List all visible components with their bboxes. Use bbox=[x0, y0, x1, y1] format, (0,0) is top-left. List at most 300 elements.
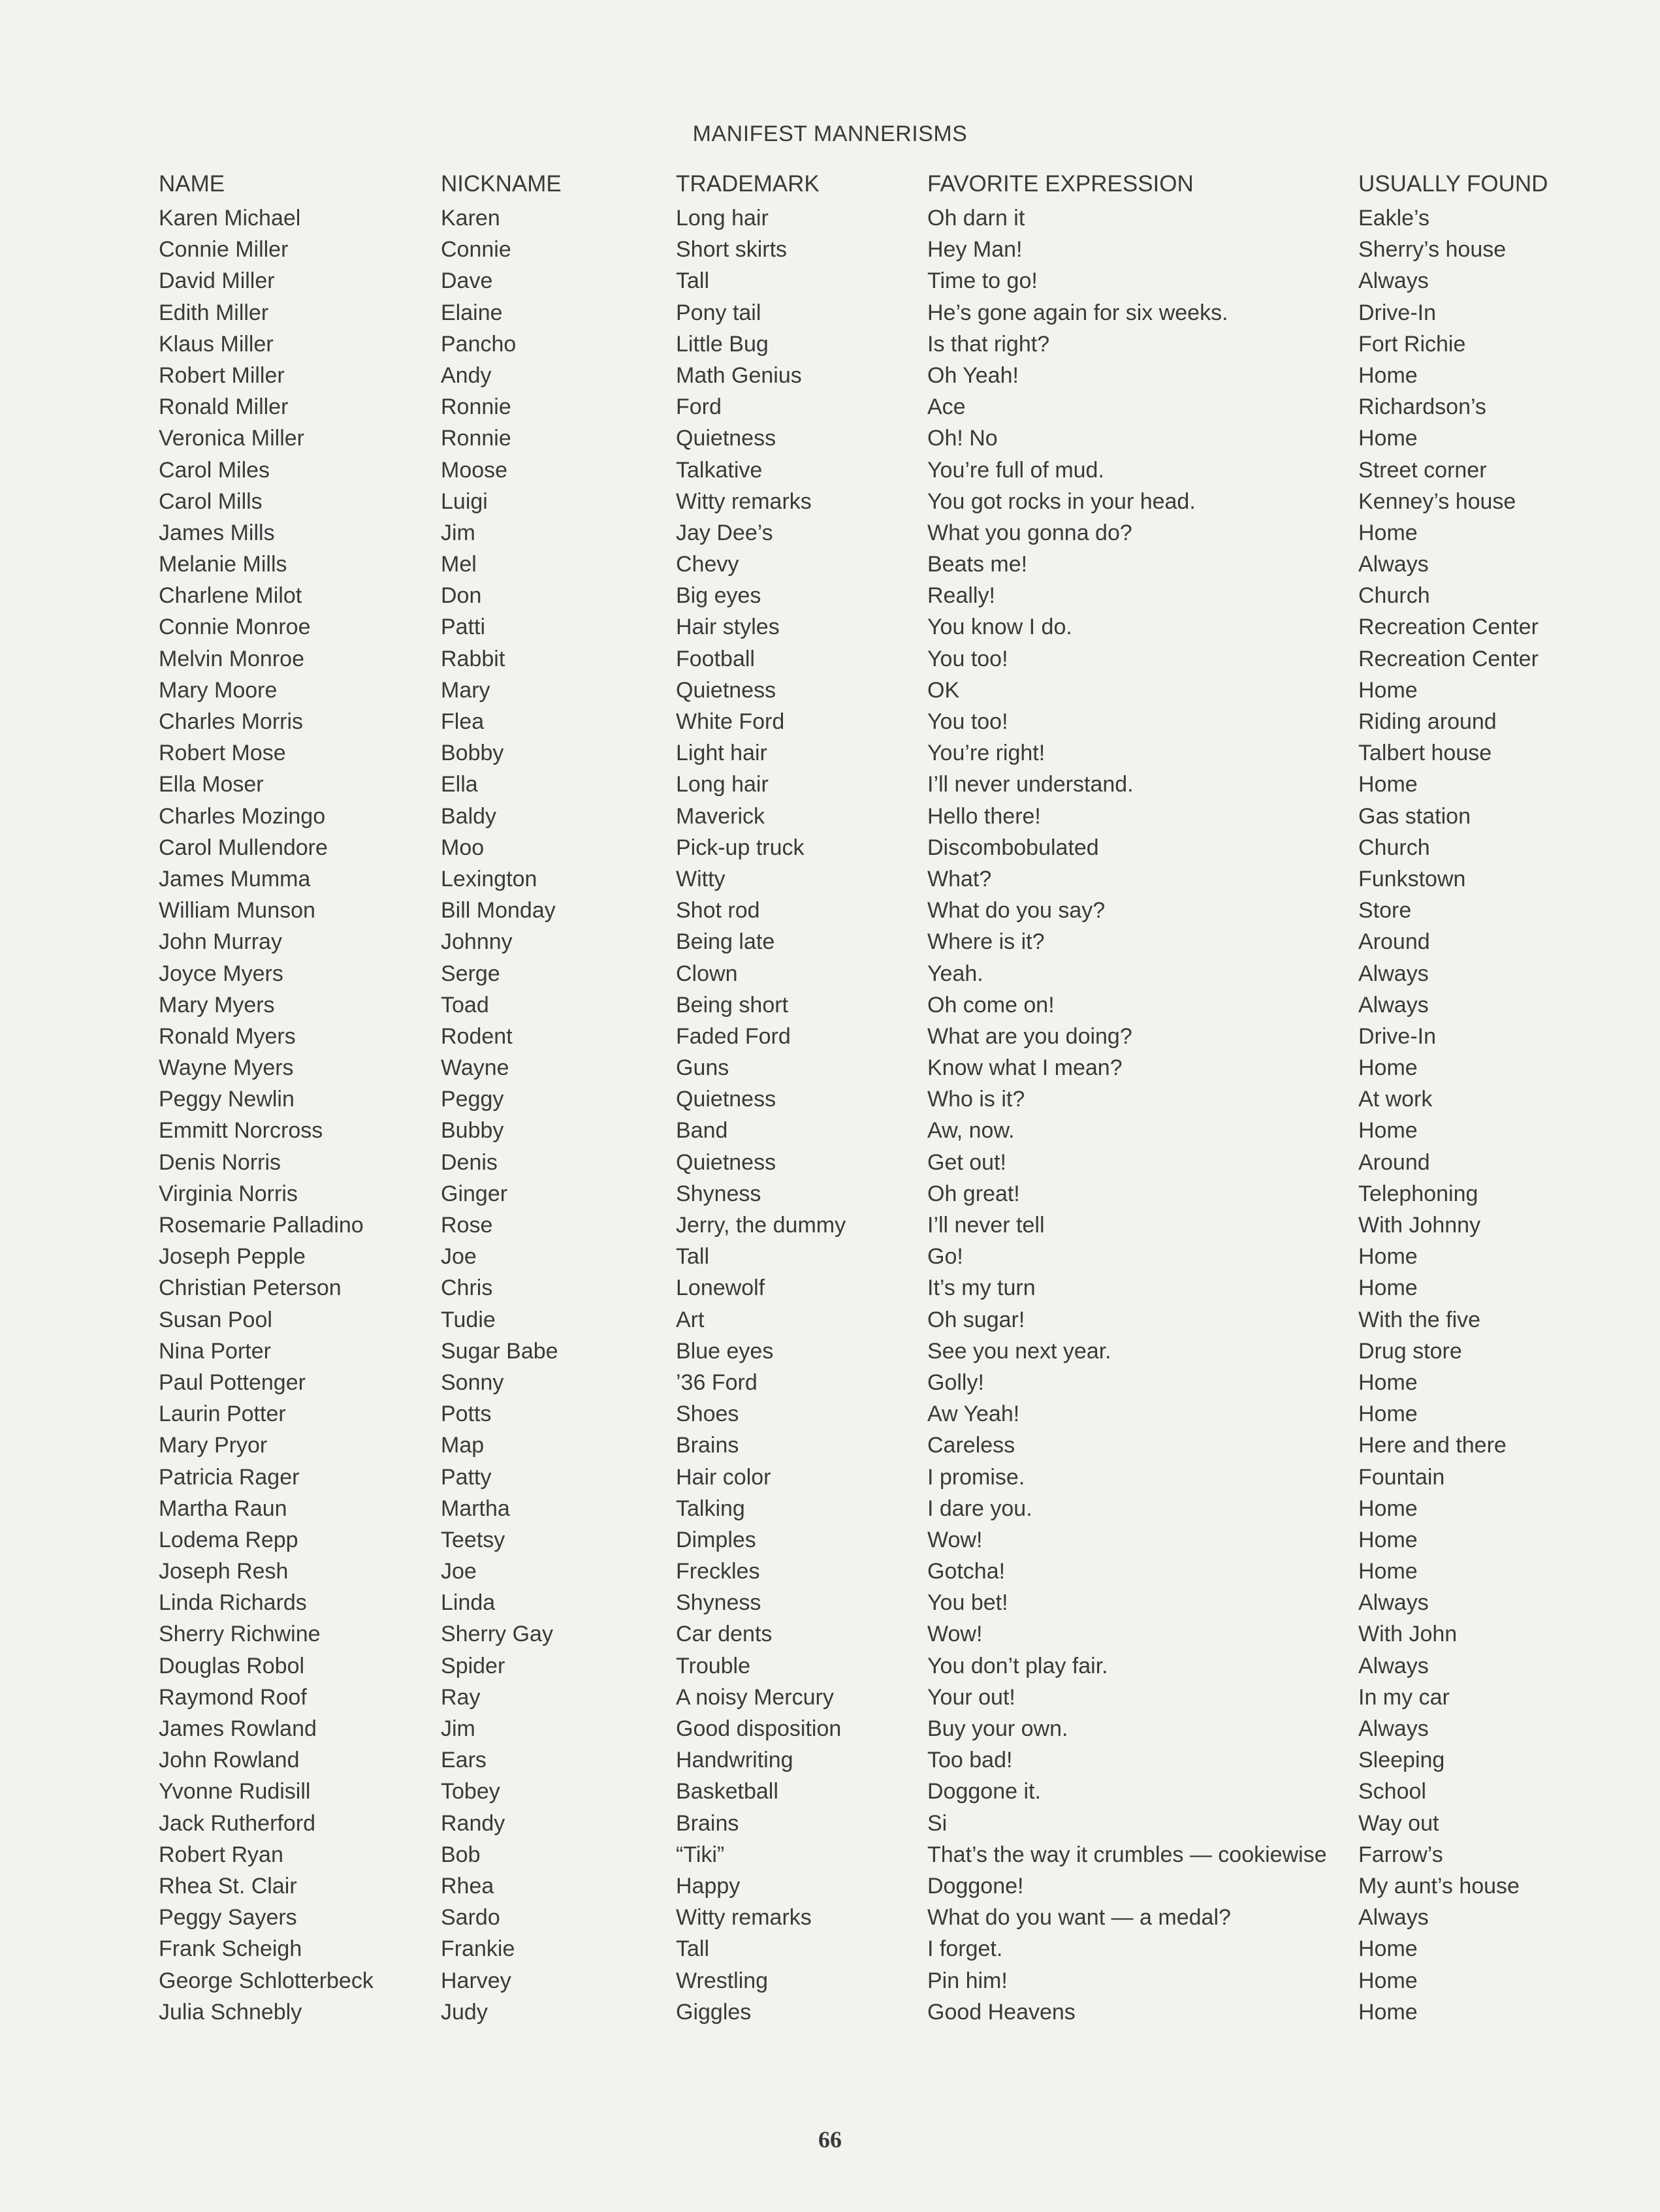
trademark-cell: Shot rod bbox=[676, 898, 760, 923]
trademark-cell: Hair styles bbox=[676, 615, 780, 640]
trademark-cell: Quietness bbox=[676, 677, 776, 703]
nickname-cell: Bob bbox=[441, 1842, 481, 1867]
favorite-expression-cell: Beats me! bbox=[927, 552, 1028, 577]
name-cell: Karen Michael bbox=[159, 206, 301, 231]
trademark-cell: Long hair bbox=[676, 206, 769, 231]
usually-found-cell: Store bbox=[1358, 898, 1412, 923]
favorite-expression-cell: Oh great! bbox=[927, 1181, 1020, 1206]
favorite-expression-cell: OK bbox=[927, 677, 960, 703]
name-cell: Robert Ryan bbox=[159, 1842, 283, 1867]
usually-found-cell: Home bbox=[1358, 677, 1418, 703]
trademark-cell: Big eyes bbox=[676, 583, 761, 609]
trademark-cell: Handwriting bbox=[676, 1748, 793, 1773]
name-cell: Connie Monroe bbox=[159, 615, 311, 640]
name-cell: William Munson bbox=[159, 898, 315, 923]
favorite-expression-cell: What do you say? bbox=[927, 898, 1106, 923]
nickname-cell: Patty bbox=[441, 1464, 492, 1490]
nickname-cell: Ronnie bbox=[441, 394, 511, 420]
favorite-expression-cell: What? bbox=[927, 866, 992, 891]
favorite-expression-cell: You don’t play fair. bbox=[927, 1653, 1108, 1678]
trademark-cell: Pick-up truck bbox=[676, 835, 805, 860]
usually-found-cell: Home bbox=[1358, 772, 1418, 797]
name-cell: Rosemarie Palladino bbox=[159, 1213, 364, 1238]
trademark-cell: Band bbox=[676, 1118, 728, 1144]
trademark-cell: Pony tail bbox=[676, 300, 761, 325]
name-cell: James Rowland bbox=[159, 1716, 317, 1741]
trademark-cell: Art bbox=[676, 1307, 705, 1332]
favorite-expression-cell: See you next year. bbox=[927, 1338, 1111, 1364]
name-column bbox=[159, 202, 374, 2028]
nickname-cell: Flea bbox=[441, 709, 485, 734]
name-cell: Ronald Miller bbox=[159, 394, 289, 420]
name-cell: Douglas Robol bbox=[159, 1653, 305, 1678]
name-cell: Joseph Resh bbox=[159, 1559, 289, 1584]
nickname-cell: Mary bbox=[441, 677, 490, 703]
favorite-expression-cell: Oh come on! bbox=[927, 992, 1055, 1018]
nickname-cell: Tobey bbox=[441, 1779, 500, 1804]
favorite-expression-cell: Really! bbox=[927, 583, 995, 609]
trademark-cell: Wrestling bbox=[676, 1968, 769, 1993]
trademark-cell: Quietness bbox=[676, 1149, 776, 1175]
name-cell: Yvonne Rudisill bbox=[159, 1779, 311, 1804]
trademark-cell: Freckles bbox=[676, 1559, 760, 1584]
favorite-expression-cell: That’s the way it crumbles — cookiewise bbox=[927, 1842, 1327, 1867]
header-favorite-expression: FAVORITE EXPRESSION bbox=[927, 171, 1194, 197]
trademark-cell: Shyness bbox=[676, 1590, 761, 1616]
favorite-expression-cell: Si bbox=[927, 1810, 948, 1836]
usually-found-cell: My aunt’s house bbox=[1358, 1873, 1520, 1899]
trademark-cell: Little Bug bbox=[676, 331, 769, 357]
favorite-expression-cell: Time to go! bbox=[927, 268, 1038, 294]
nickname-cell: Serge bbox=[441, 961, 500, 986]
name-cell: Linda Richards bbox=[159, 1590, 307, 1616]
name-cell: Carol Miles bbox=[159, 457, 270, 483]
usually-found-cell: Home bbox=[1358, 1275, 1418, 1301]
trademark-cell: Math Genius bbox=[676, 362, 802, 388]
nickname-cell: Rodent bbox=[441, 1023, 513, 1049]
favorite-expression-cell: Gotcha! bbox=[927, 1559, 1006, 1584]
usually-found-cell: Church bbox=[1358, 583, 1430, 609]
usually-found-cell: Always bbox=[1358, 992, 1429, 1018]
favorite-expression-cell: You got rocks in your head. bbox=[927, 489, 1196, 514]
trademark-cell: A noisy Mercury bbox=[676, 1684, 834, 1710]
nickname-cell: Sonny bbox=[441, 1370, 504, 1395]
usually-found-cell: Church bbox=[1358, 835, 1430, 860]
usually-found-cell: Home bbox=[1358, 1370, 1418, 1395]
usually-found-cell: Always bbox=[1358, 552, 1429, 577]
usually-found-cell: Sleeping bbox=[1358, 1748, 1445, 1773]
favorite-expression-cell: You’re full of mud. bbox=[927, 457, 1104, 483]
trademark-cell: Ford bbox=[676, 394, 722, 420]
trademark-cell: Happy bbox=[676, 1873, 741, 1899]
nickname-cell: Linda bbox=[441, 1590, 496, 1616]
name-cell: Jack Rutherford bbox=[159, 1810, 315, 1836]
trademark-cell: Short skirts bbox=[676, 237, 788, 263]
favorite-expression-cell: Too bad! bbox=[927, 1748, 1013, 1773]
trademark-cell: “Tiki” bbox=[676, 1842, 725, 1867]
usually-found-cell: Home bbox=[1358, 1402, 1418, 1427]
favorite-expression-cell: Who is it? bbox=[927, 1087, 1025, 1112]
favorite-expression-cell: You know I do. bbox=[927, 615, 1072, 640]
usually-found-cell: Farrow’s bbox=[1358, 1842, 1443, 1867]
favorite-expression-cell: Pin him! bbox=[927, 1968, 1008, 1993]
name-cell: John Rowland bbox=[159, 1748, 300, 1773]
usually-found-cell: Always bbox=[1358, 1653, 1429, 1678]
usually-found-cell: With the five bbox=[1358, 1307, 1481, 1332]
favorite-expression-cell: Get out! bbox=[927, 1149, 1006, 1175]
usually-found-cell: Home bbox=[1358, 1527, 1418, 1552]
name-cell: Nina Porter bbox=[159, 1338, 271, 1364]
name-cell: Charlene Milot bbox=[159, 583, 302, 609]
favorite-expression-cell: Hello there! bbox=[927, 803, 1041, 829]
favorite-expression-cell: You’re right! bbox=[927, 741, 1045, 766]
name-cell: Rhea St. Clair bbox=[159, 1873, 297, 1899]
favorite-expression-cell: Hey Man! bbox=[927, 237, 1023, 263]
usually-found-cell: At work bbox=[1358, 1087, 1433, 1112]
usually-found-cell: Home bbox=[1358, 362, 1418, 388]
usually-found-cell: In my car bbox=[1358, 1684, 1450, 1710]
nickname-cell: Chris bbox=[441, 1275, 493, 1301]
favorite-expression-cell: Go! bbox=[927, 1244, 963, 1270]
name-cell: Joyce Myers bbox=[159, 961, 283, 986]
usually-found-cell: Way out bbox=[1358, 1810, 1439, 1836]
trademark-cell: Blue eyes bbox=[676, 1338, 774, 1364]
favorite-expression-cell: What you gonna do? bbox=[927, 520, 1132, 545]
trademark-cell: Giggles bbox=[676, 1999, 752, 2025]
favorite-expression-cell: I promise. bbox=[927, 1464, 1025, 1490]
nickname-cell: Rose bbox=[441, 1213, 493, 1238]
trademark-cell: Talkative bbox=[676, 457, 763, 483]
name-cell: Edith Miller bbox=[159, 300, 269, 325]
favorite-expression-cell: Buy your own. bbox=[927, 1716, 1068, 1741]
name-cell: James Mumma bbox=[159, 866, 311, 891]
usually-found-column bbox=[1358, 202, 1539, 2028]
favorite-expression-cell: You too! bbox=[927, 709, 1008, 734]
usually-found-cell: Eakle’s bbox=[1358, 206, 1429, 231]
page-title: MANIFEST MANNERISMS bbox=[692, 121, 968, 146]
trademark-cell: White Ford bbox=[676, 709, 785, 734]
name-cell: Denis Norris bbox=[159, 1149, 281, 1175]
name-cell: Ronald Myers bbox=[159, 1023, 296, 1049]
trademark-cell: Quietness bbox=[676, 1087, 776, 1112]
name-cell: John Murray bbox=[159, 929, 282, 955]
usually-found-cell: Home bbox=[1358, 1968, 1418, 1993]
nickname-cell: Moose bbox=[441, 457, 508, 483]
nickname-cell: Judy bbox=[441, 1999, 488, 2025]
name-cell: Raymond Roof bbox=[159, 1684, 307, 1710]
trademark-cell: Guns bbox=[676, 1055, 729, 1081]
favorite-expression-cell: Wow! bbox=[927, 1527, 983, 1552]
usually-found-cell: Home bbox=[1358, 1055, 1418, 1081]
name-cell: Melvin Monroe bbox=[159, 646, 304, 671]
name-cell: Charles Morris bbox=[159, 709, 304, 734]
favorite-expression-cell: Know what I mean? bbox=[927, 1055, 1123, 1081]
usually-found-cell: With Johnny bbox=[1358, 1213, 1481, 1238]
trademark-cell: Shoes bbox=[676, 1402, 739, 1427]
favorite-expression-cell: I’ll never understand. bbox=[927, 772, 1134, 797]
trademark-cell: Maverick bbox=[676, 803, 765, 829]
favorite-expression-cell: Is that right? bbox=[927, 331, 1050, 357]
name-cell: Carol Mills bbox=[159, 489, 263, 514]
nickname-cell: Johnny bbox=[441, 929, 513, 955]
nickname-cell: Rabbit bbox=[441, 646, 505, 671]
nickname-cell: Ears bbox=[441, 1748, 487, 1773]
nickname-cell: Randy bbox=[441, 1810, 505, 1836]
nickname-cell: Bill Monday bbox=[441, 898, 556, 923]
usually-found-cell: Riding around bbox=[1358, 709, 1497, 734]
nickname-cell: Joe bbox=[441, 1559, 477, 1584]
name-cell: Laurin Potter bbox=[159, 1402, 286, 1427]
nickname-cell: Karen bbox=[441, 206, 500, 231]
trademark-cell: Dimples bbox=[676, 1527, 756, 1552]
name-cell: Mary Pryor bbox=[159, 1433, 268, 1458]
favorite-expression-cell: What are you doing? bbox=[927, 1023, 1132, 1049]
usually-found-cell: Sherry’s house bbox=[1358, 237, 1507, 263]
nickname-cell: Sherry Gay bbox=[441, 1622, 553, 1647]
usually-found-cell: Around bbox=[1358, 1149, 1430, 1175]
trademark-cell: Tall bbox=[676, 268, 710, 294]
nickname-cell: Ray bbox=[441, 1684, 481, 1710]
usually-found-cell: Always bbox=[1358, 268, 1429, 294]
trademark-cell: Trouble bbox=[676, 1653, 751, 1678]
name-cell: David Miller bbox=[159, 268, 275, 294]
name-cell: Robert Mose bbox=[159, 741, 286, 766]
name-cell: Lodema Repp bbox=[159, 1527, 298, 1552]
nickname-cell: Dave bbox=[441, 268, 493, 294]
name-cell: Frank Scheigh bbox=[159, 1936, 302, 1962]
name-cell: Charles Mozingo bbox=[159, 803, 326, 829]
favorite-expression-cell: Careless bbox=[927, 1433, 1015, 1458]
trademark-column bbox=[676, 202, 846, 2028]
nickname-cell: Tudie bbox=[441, 1307, 496, 1332]
nickname-cell: Elaine bbox=[441, 300, 503, 325]
favorite-expression-cell: Oh Yeah! bbox=[927, 362, 1019, 388]
trademark-cell: Talking bbox=[676, 1496, 745, 1521]
favorite-expression-cell: I forget. bbox=[927, 1936, 1003, 1962]
nickname-cell: Mel bbox=[441, 552, 477, 577]
usually-found-cell: Recreation Center bbox=[1358, 615, 1539, 640]
name-cell: Christian Peterson bbox=[159, 1275, 342, 1301]
nickname-cell: Bobby bbox=[441, 741, 504, 766]
trademark-cell: Being late bbox=[676, 929, 775, 955]
favorite-expression-cell: Golly! bbox=[927, 1370, 984, 1395]
favorite-expression-cell: Discombobulated bbox=[927, 835, 1099, 860]
usually-found-cell: School bbox=[1358, 1779, 1426, 1804]
usually-found-cell: Home bbox=[1358, 1244, 1418, 1270]
name-cell: Wayne Myers bbox=[159, 1055, 294, 1081]
trademark-cell: Car dents bbox=[676, 1622, 773, 1647]
favorite-expression-cell: Wow! bbox=[927, 1622, 983, 1647]
name-cell: Martha Raun bbox=[159, 1496, 287, 1521]
nickname-cell: Jim bbox=[441, 1716, 475, 1741]
usually-found-cell: Home bbox=[1358, 1936, 1418, 1962]
favorite-expression-cell: Doggone it. bbox=[927, 1779, 1041, 1804]
trademark-cell: Shyness bbox=[676, 1181, 761, 1206]
name-cell: Emmitt Norcross bbox=[159, 1118, 323, 1144]
nickname-cell: Luigi bbox=[441, 489, 488, 514]
usually-found-cell: Kenney’s house bbox=[1358, 489, 1516, 514]
nickname-column bbox=[441, 202, 558, 2028]
trademark-cell: Hair color bbox=[676, 1464, 771, 1490]
usually-found-cell: Funkstown bbox=[1358, 866, 1466, 891]
favorite-expression-cell: Yeah. bbox=[927, 961, 983, 986]
nickname-cell: Bubby bbox=[441, 1118, 504, 1144]
usually-found-cell: Always bbox=[1358, 1716, 1429, 1741]
nickname-cell: Peggy bbox=[441, 1087, 504, 1112]
trademark-cell: Long hair bbox=[676, 772, 769, 797]
trademark-cell: Tall bbox=[676, 1244, 710, 1270]
name-cell: Sherry Richwine bbox=[159, 1622, 321, 1647]
nickname-cell: Teetsy bbox=[441, 1527, 505, 1552]
nickname-cell: Denis bbox=[441, 1149, 498, 1175]
name-cell: Joseph Pepple bbox=[159, 1244, 306, 1270]
nickname-cell: Jim bbox=[441, 520, 475, 545]
name-cell: Robert Miller bbox=[159, 362, 285, 388]
name-cell: Susan Pool bbox=[159, 1307, 272, 1332]
header-trademark: TRADEMARK bbox=[676, 171, 820, 197]
trademark-cell: Tall bbox=[676, 1936, 710, 1962]
name-cell: Peggy Newlin bbox=[159, 1087, 295, 1112]
trademark-cell: Basketball bbox=[676, 1779, 778, 1804]
usually-found-cell: Fountain bbox=[1358, 1464, 1445, 1490]
trademark-cell: Brains bbox=[676, 1433, 739, 1458]
trademark-cell: ’36 Ford bbox=[676, 1370, 758, 1395]
trademark-cell: Chevy bbox=[676, 552, 739, 577]
usually-found-cell: Telephoning bbox=[1358, 1181, 1478, 1206]
usually-found-cell: Home bbox=[1358, 1559, 1418, 1584]
trademark-cell: Witty remarks bbox=[676, 1905, 812, 1931]
trademark-cell: Witty bbox=[676, 866, 726, 891]
nickname-cell: Ella bbox=[441, 772, 478, 797]
name-cell: James Mills bbox=[159, 520, 275, 545]
usually-found-cell: Drive-In bbox=[1358, 1023, 1437, 1049]
name-cell: Paul Pottenger bbox=[159, 1370, 306, 1395]
usually-found-cell: Always bbox=[1358, 961, 1429, 986]
favorite-expression-cell: Aw, now. bbox=[927, 1118, 1015, 1144]
usually-found-cell: Home bbox=[1358, 1999, 1418, 2025]
usually-found-cell: Around bbox=[1358, 929, 1430, 955]
nickname-cell: Ginger bbox=[441, 1181, 508, 1206]
favorite-expression-cell: Your out! bbox=[927, 1684, 1015, 1710]
name-cell: Peggy Sayers bbox=[159, 1905, 297, 1931]
favorite-expression-cell: Ace bbox=[927, 394, 966, 420]
nickname-cell: Rhea bbox=[441, 1873, 494, 1899]
favorite-expression-cell: Aw Yeah! bbox=[927, 1402, 1020, 1427]
nickname-cell: Baldy bbox=[441, 803, 497, 829]
nickname-cell: Joe bbox=[441, 1244, 477, 1270]
nickname-cell: Lexington bbox=[441, 866, 537, 891]
favorite-expression-cell: Oh sugar! bbox=[927, 1307, 1025, 1332]
name-cell: Mary Myers bbox=[159, 992, 275, 1018]
nickname-cell: Toad bbox=[441, 992, 489, 1018]
trademark-cell: Light hair bbox=[676, 741, 767, 766]
usually-found-cell: Street corner bbox=[1358, 457, 1487, 483]
name-cell: Melanie Mills bbox=[159, 552, 287, 577]
nickname-cell: Wayne bbox=[441, 1055, 509, 1081]
favorite-expression-cell: I dare you. bbox=[927, 1496, 1032, 1521]
favorite-expression-cell: You bet! bbox=[927, 1590, 1008, 1616]
favorite-expression-cell: What do you want — a medal? bbox=[927, 1905, 1231, 1931]
trademark-cell: Brains bbox=[676, 1810, 739, 1836]
usually-found-cell: Home bbox=[1358, 1118, 1418, 1144]
favorite-expression-cell: Doggone! bbox=[927, 1873, 1024, 1899]
usually-found-cell: Here and there bbox=[1358, 1433, 1507, 1458]
favorite-expression-cell: He’s gone again for six weeks. bbox=[927, 300, 1228, 325]
usually-found-cell: Recreation Center bbox=[1358, 646, 1539, 671]
trademark-cell: Faded Ford bbox=[676, 1023, 791, 1049]
usually-found-cell: Richardson’s bbox=[1358, 394, 1486, 420]
usually-found-cell: Talbert house bbox=[1358, 741, 1492, 766]
favorite-expression-cell: Where is it? bbox=[927, 929, 1045, 955]
favorite-expression-cell: Oh darn it bbox=[927, 206, 1025, 231]
trademark-cell: Clown bbox=[676, 961, 738, 986]
name-cell: Connie Miller bbox=[159, 237, 289, 263]
nickname-cell: Connie bbox=[441, 237, 511, 263]
usually-found-cell: Home bbox=[1358, 1496, 1418, 1521]
favorite-expression-cell: Oh! No bbox=[927, 426, 998, 451]
favorite-expression-cell: I’ll never tell bbox=[927, 1213, 1045, 1238]
name-cell: Klaus Miller bbox=[159, 331, 274, 357]
favorite-expression-column bbox=[927, 202, 1327, 2028]
trademark-cell: Witty remarks bbox=[676, 489, 812, 514]
nickname-cell: Andy bbox=[441, 362, 492, 388]
trademark-cell: Lonewolf bbox=[676, 1275, 765, 1301]
header-usually-found: USUALLY FOUND bbox=[1358, 171, 1548, 197]
nickname-cell: Map bbox=[441, 1433, 485, 1458]
nickname-cell: Ronnie bbox=[441, 426, 511, 451]
nickname-cell: Harvey bbox=[441, 1968, 511, 1993]
usually-found-cell: Drive-In bbox=[1358, 300, 1437, 325]
name-cell: Virginia Norris bbox=[159, 1181, 298, 1206]
name-cell: Patricia Rager bbox=[159, 1464, 300, 1490]
nickname-cell: Patti bbox=[441, 615, 486, 640]
usually-found-cell: Gas station bbox=[1358, 803, 1471, 829]
nickname-cell: Moo bbox=[441, 835, 485, 860]
nickname-cell: Pancho bbox=[441, 331, 517, 357]
trademark-cell: Being short bbox=[676, 992, 788, 1018]
name-cell: Mary Moore bbox=[159, 677, 278, 703]
favorite-expression-cell: It’s my turn bbox=[927, 1275, 1036, 1301]
name-cell: Veronica Miller bbox=[159, 426, 304, 451]
trademark-cell: Jay Dee’s bbox=[676, 520, 773, 545]
favorite-expression-cell: You too! bbox=[927, 646, 1008, 671]
nickname-cell: Don bbox=[441, 583, 482, 609]
header-name: NAME bbox=[159, 171, 225, 197]
nickname-cell: Frankie bbox=[441, 1936, 515, 1962]
usually-found-cell: Drug store bbox=[1358, 1338, 1462, 1364]
trademark-cell: Good disposition bbox=[676, 1716, 842, 1741]
usually-found-cell: Home bbox=[1358, 426, 1418, 451]
nickname-cell: Martha bbox=[441, 1496, 510, 1521]
usually-found-cell: With John bbox=[1358, 1622, 1458, 1647]
usually-found-cell: Fort Richie bbox=[1358, 331, 1466, 357]
name-cell: Julia Schnebly bbox=[159, 1999, 302, 2025]
name-cell: George Schlotterbeck bbox=[159, 1968, 374, 1993]
nickname-cell: Spider bbox=[441, 1653, 505, 1678]
usually-found-cell: Always bbox=[1358, 1590, 1429, 1616]
trademark-cell: Quietness bbox=[676, 426, 776, 451]
nickname-cell: Potts bbox=[441, 1402, 492, 1427]
favorite-expression-cell: Good Heavens bbox=[927, 1999, 1076, 2025]
usually-found-cell: Always bbox=[1358, 1905, 1429, 1931]
trademark-cell: Jerry, the dummy bbox=[676, 1213, 846, 1238]
name-cell: Ella Moser bbox=[159, 772, 264, 797]
usually-found-cell: Home bbox=[1358, 520, 1418, 545]
page-number: 66 bbox=[818, 2126, 842, 2153]
nickname-cell: Sardo bbox=[441, 1905, 500, 1931]
header-nickname: NICKNAME bbox=[441, 171, 562, 197]
trademark-cell: Football bbox=[676, 646, 755, 671]
